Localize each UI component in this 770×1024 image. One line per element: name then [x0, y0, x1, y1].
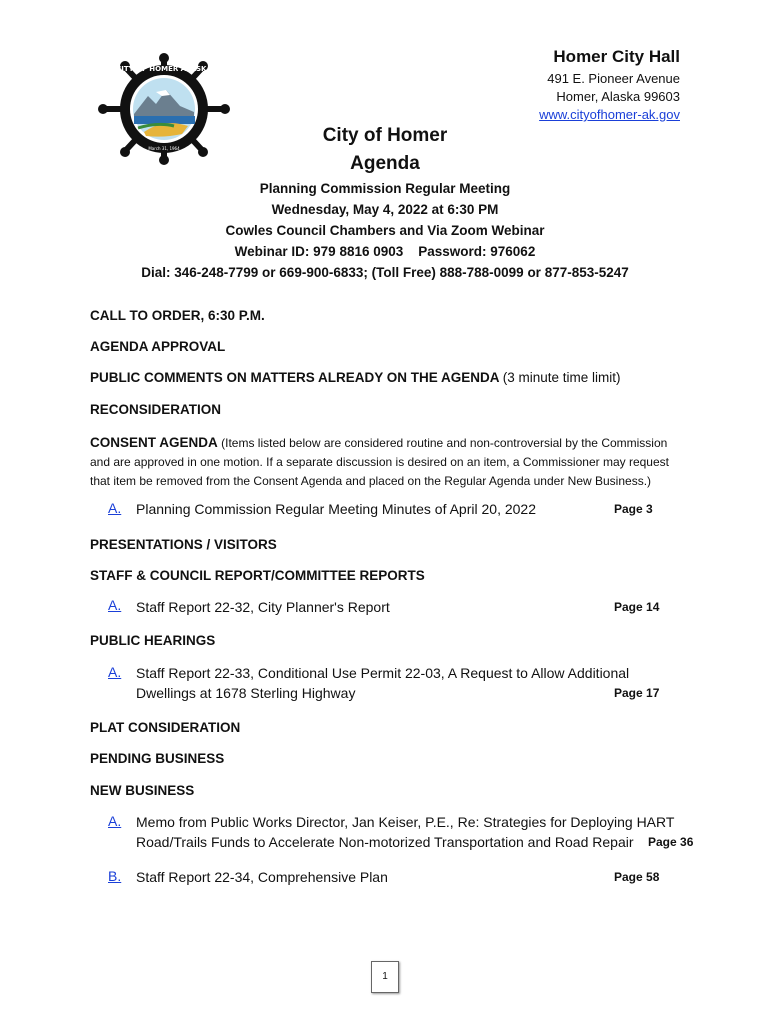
section-plat-consideration: PLAT CONSIDERATION	[90, 720, 241, 735]
section-reconsideration: RECONSIDERATION	[90, 402, 222, 417]
meeting-location: Cowles Council Chambers and Via Zoom Webinar	[225, 223, 545, 238]
public-comments-label: PUBLIC COMMENTS ON MATTERS ALREADY ON THE AGENDA	[90, 370, 500, 385]
staff-item-a-link[interactable]: A.	[108, 597, 122, 613]
logo-date: March 31, 1964	[148, 146, 180, 151]
page-number: 1	[371, 961, 399, 993]
staff-item-a-text: Staff Report 22-32, City Planner's Report	[136, 599, 390, 615]
new-item-a-page: Page 36	[648, 835, 694, 849]
meeting-date: Wednesday, May 4, 2022 at 6:30 PM	[271, 202, 499, 217]
hearing-item-a-line2: Dwellings at 1678 Sterling Highway	[136, 685, 356, 701]
address-line-2: Homer, Alaska 99603	[556, 89, 680, 104]
new-item-a-line1: Memo from Public Works Director, Jan Keiser, P.E., Re: Strategies for Deploying HART	[136, 814, 675, 830]
new-item-b-page: Page 58	[614, 870, 660, 884]
consent-agenda-note: (Items listed below are considered routine and non-controversial by the Commission and are approved in one motion. If a separate discussion is desired on an item, a Commissioner may request that item be removed from the Consent Agenda and placed on the Regular Agenda under New Business.)	[90, 436, 669, 488]
city-of-homer-logo	[98, 52, 230, 166]
address-line-1: 491 E. Pioneer Avenue	[547, 71, 680, 86]
agenda-title: Agenda	[350, 153, 420, 174]
dial-info: Dial: 346-248-7799 or 669-900-6833; (Toll Free) 888-788-0099 or 877-853-5247	[141, 265, 629, 280]
logo-text: CITY OF HOMER ALASKA	[116, 65, 212, 73]
webinar-info: Webinar ID: 979 8816 0903 Password: 976062	[234, 244, 536, 259]
consent-item-a-page: Page 3	[614, 502, 653, 516]
consent-item-a-letter[interactable]	[108, 500, 121, 518]
public-comments-note: (3 minute time limit)	[502, 370, 621, 385]
section-public-comments	[90, 370, 621, 385]
city-title: City of Homer	[322, 125, 448, 146]
hearing-item-a-letter[interactable]	[108, 664, 121, 682]
staff-item-a-letter[interactable]	[108, 597, 121, 615]
new-item-b-letter[interactable]	[108, 868, 121, 886]
hearing-item-a-line1: Staff Report 22-33, Conditional Use Permit 22-03, A Request to Allow Additional	[136, 665, 630, 681]
new-item-a-link[interactable]: A.	[108, 813, 122, 829]
new-item-b-text: Staff Report 22-34, Comprehensive Plan	[136, 869, 388, 885]
section-agenda-approval: AGENDA APPROVAL	[90, 339, 226, 354]
new-item-b-link[interactable]: B.	[108, 868, 122, 884]
consent-item-a-link[interactable]: A.	[108, 500, 122, 516]
staff-item-a-page: Page 14	[614, 600, 660, 614]
new-item-a-line2: Road/Trails Funds to Accelerate Non-motorized Transportation and Road Repair	[136, 834, 634, 850]
section-public-hearings: PUBLIC HEARINGS	[90, 633, 216, 648]
consent-item-a-text: Planning Commission Regular Meeting Minutes of April 20, 2022	[136, 501, 536, 517]
consent-agenda-label: CONSENT AGENDA	[90, 435, 218, 450]
meeting-name: Planning Commission Regular Meeting	[259, 181, 511, 196]
section-call-to-order: CALL TO ORDER, 6:30 P.M.	[90, 308, 265, 323]
section-pending-business: PENDING BUSINESS	[90, 751, 225, 766]
hearing-item-a-link[interactable]: A.	[108, 664, 122, 680]
section-new-business: NEW BUSINESS	[90, 783, 195, 798]
new-item-a-letter[interactable]	[108, 813, 121, 831]
website-link[interactable]: www.cityofhomer-ak.gov	[539, 107, 680, 122]
section-staff-reports: STAFF & COUNCIL REPORT/COMMITTEE REPORTS	[90, 568, 425, 583]
city-hall-title: Homer City Hall	[553, 47, 680, 66]
hearing-item-a-page: Page 17	[614, 686, 660, 700]
section-consent-agenda	[90, 433, 684, 491]
section-presentations: PRESENTATIONS / VISITORS	[90, 537, 277, 552]
